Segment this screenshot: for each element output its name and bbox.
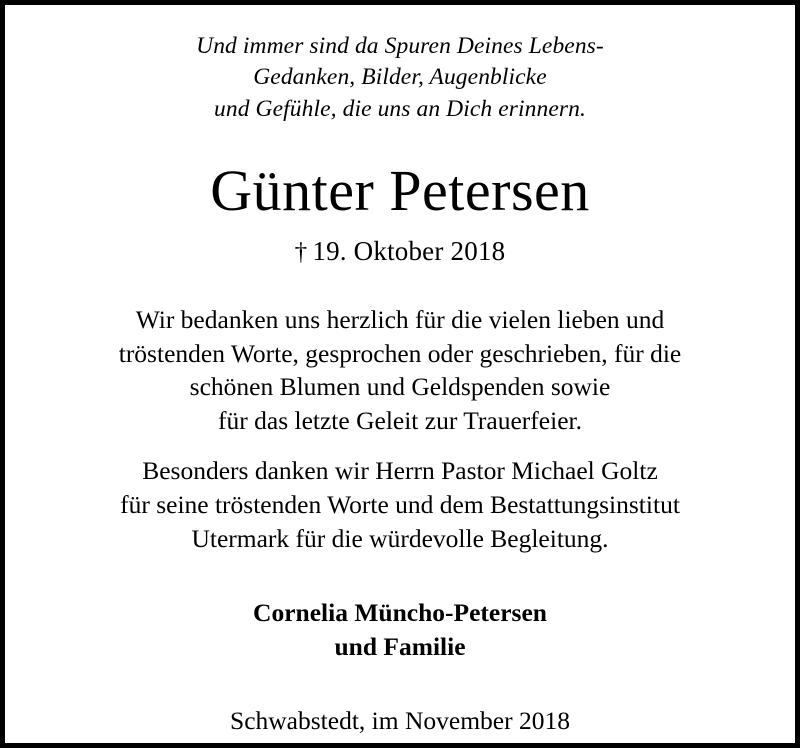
verse-line-1: Und immer sind da Spuren Deines Lebens-	[196, 33, 604, 59]
thanks-1-line-1: Wir bedanken uns herzlich für die vielen lieben und	[135, 304, 665, 334]
signature-line-1: Cornelia Müncho-Petersen	[253, 597, 547, 627]
deceased-name: Günter Petersen	[210, 157, 590, 223]
thanks-1-line-2: tröstenden Worte, gesprochen oder geschrieben, für die	[118, 338, 682, 368]
signature-block	[253, 596, 547, 664]
verse-line-3: und Gefühle, die uns an Dich erinnern.	[214, 95, 586, 122]
thanks-1-line-3: schönen Blumen und Geldspenden sowie	[189, 372, 611, 402]
verse-block	[196, 31, 604, 125]
place-and-date: Schwabstedt, im November 2018	[230, 705, 570, 735]
death-date-line	[295, 236, 506, 267]
thanks-2-line-3: Utermark für die würdevolle Begleitung.	[191, 524, 609, 554]
thanks-1-line-4: für das letzte Geleit zur Trauerfeier.	[218, 406, 582, 436]
death-date: 19. Oktober 2018	[312, 235, 506, 266]
thanks-2-line-2: für seine tröstenden Worte und dem Bestattungsinstitut	[120, 490, 680, 520]
signature-line-2: und Familie	[334, 631, 466, 661]
thanks-paragraph-1	[119, 303, 682, 439]
cross-icon: †	[294, 238, 308, 266]
thanks-2-line-1: Besonders danken wir Herrn Pastor Michael Goltz	[142, 456, 658, 486]
thanks-paragraph-2	[120, 454, 680, 556]
verse-line-2: Gedanken, Bilder, Augenblicke	[253, 64, 547, 91]
